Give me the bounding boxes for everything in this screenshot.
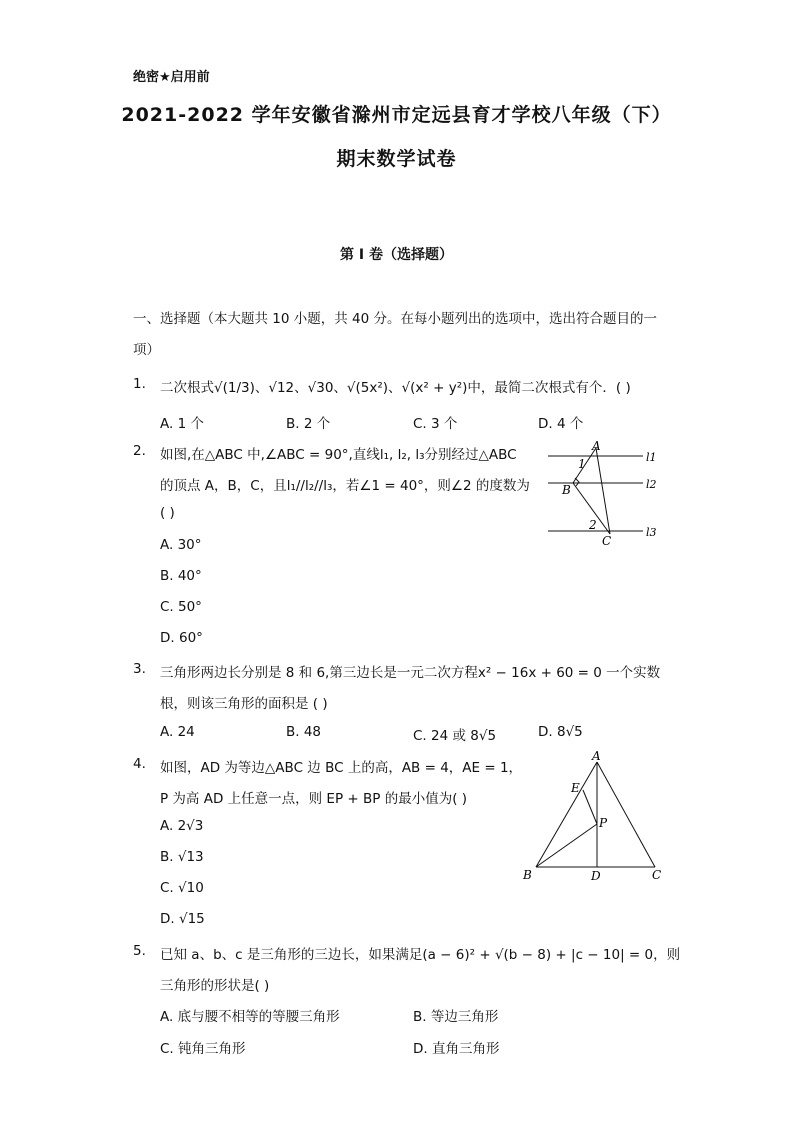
option-b: B. 48 — [286, 724, 322, 740]
option-a: A. 30° — [160, 537, 202, 553]
option-d: D. 8√5 — [538, 724, 583, 740]
line-label: l3 — [646, 526, 657, 539]
question-text: ( ) — [160, 505, 175, 521]
question-text: 三角形的形状是( ) — [160, 978, 270, 994]
option-d: D. 4 个 — [538, 416, 584, 432]
vertex-label: E — [571, 781, 580, 795]
parallel-lines-figure — [540, 438, 665, 550]
question-text: 的顶点 A，B，C，且l₁//l₂//l₃，若∠1 = 40°，则∠2 的度数为 — [160, 478, 530, 494]
vertex-label: B — [562, 483, 571, 497]
angle-label: 1 — [578, 457, 586, 471]
option-b: B. 40° — [160, 568, 202, 584]
exam-title-line2: 期末数学试卷 — [336, 148, 457, 170]
vertex-label: P — [599, 816, 608, 830]
vertex-label: C — [602, 534, 612, 548]
question-number: 1. — [133, 376, 146, 392]
exam-title-line1: 2021-2022 学年安徽省滁州市定远县育才学校八年级（下） — [121, 104, 672, 126]
option-a: A. 1 个 — [160, 416, 204, 432]
option-a: A. 底与腰不相等的等腰三角形 — [160, 1009, 340, 1025]
vertex-label: A — [592, 750, 601, 763]
volume-heading: 第 I 卷（选择题） — [340, 247, 453, 263]
angle-label: 2 — [589, 518, 597, 532]
section-instruction-line1: 一、选择题（本大题共 10 小题，共 40 分。在每小题列出的选项中，选出符合题目的一 — [133, 311, 658, 327]
option-a: A. 24 — [160, 724, 195, 740]
question-text: 如图,在△ABC 中,∠ABC = 90°,直线l₁, l₂, l₃分别经过△ABC — [160, 447, 517, 463]
equilateral-triangle-figure — [518, 750, 668, 885]
question-text: 根，则该三角形的面积是 ( ) — [160, 696, 328, 712]
option-c: C. 钝角三角形 — [160, 1041, 246, 1057]
question-number: 2. — [133, 443, 146, 459]
option-a: A. 2√3 — [160, 818, 204, 834]
option-d: D. 60° — [160, 630, 203, 646]
option-c: C. 50° — [160, 599, 202, 615]
vertex-label: B — [523, 868, 532, 882]
question-text: 三角形两边长分别是 8 和 6,第三边长是一元二次方程x² − 16x + 60 = 0 一个实数 — [160, 665, 661, 681]
vertex-label: A — [592, 439, 601, 453]
line-label: l1 — [646, 451, 657, 464]
option-b: B. 等边三角形 — [413, 1009, 499, 1025]
question-number: 3. — [133, 661, 146, 677]
vertex-label: D — [591, 869, 601, 883]
option-c: C. 3 个 — [413, 416, 458, 432]
question-number: 5. — [133, 943, 146, 959]
option-c: C. 24 或 8√5 — [413, 728, 497, 744]
section-instruction-line2: 项） — [133, 342, 160, 358]
question-number: 4. — [133, 756, 146, 772]
question-text: 二次根式√(1/3)、√12、√30、√(5x²)、√(x² + y²)中，最简二次根式有个．( ) — [160, 380, 631, 396]
option-b: B. 2 个 — [286, 416, 331, 432]
option-c: C. √10 — [160, 880, 204, 896]
secret-label: 绝密★启用前 — [133, 70, 210, 85]
question-text: 已知 a、b、c 是三角形的三边长，如果满足(a − 6)² + √(b − 8) + |c − 10| = 0，则 — [160, 947, 681, 963]
question-text: P 为高 AD 上任意一点，则 EP + BP 的最小值为( ) — [160, 791, 468, 807]
option-d: D. √15 — [160, 911, 205, 927]
option-b: B. √13 — [160, 849, 204, 865]
question-text: 如图，AD 为等边△ABC 边 BC 上的高，AB = 4，AE = 1， — [160, 760, 523, 776]
line-label: l2 — [646, 478, 657, 491]
option-d: D. 直角三角形 — [413, 1041, 500, 1057]
vertex-label: C — [652, 868, 662, 882]
